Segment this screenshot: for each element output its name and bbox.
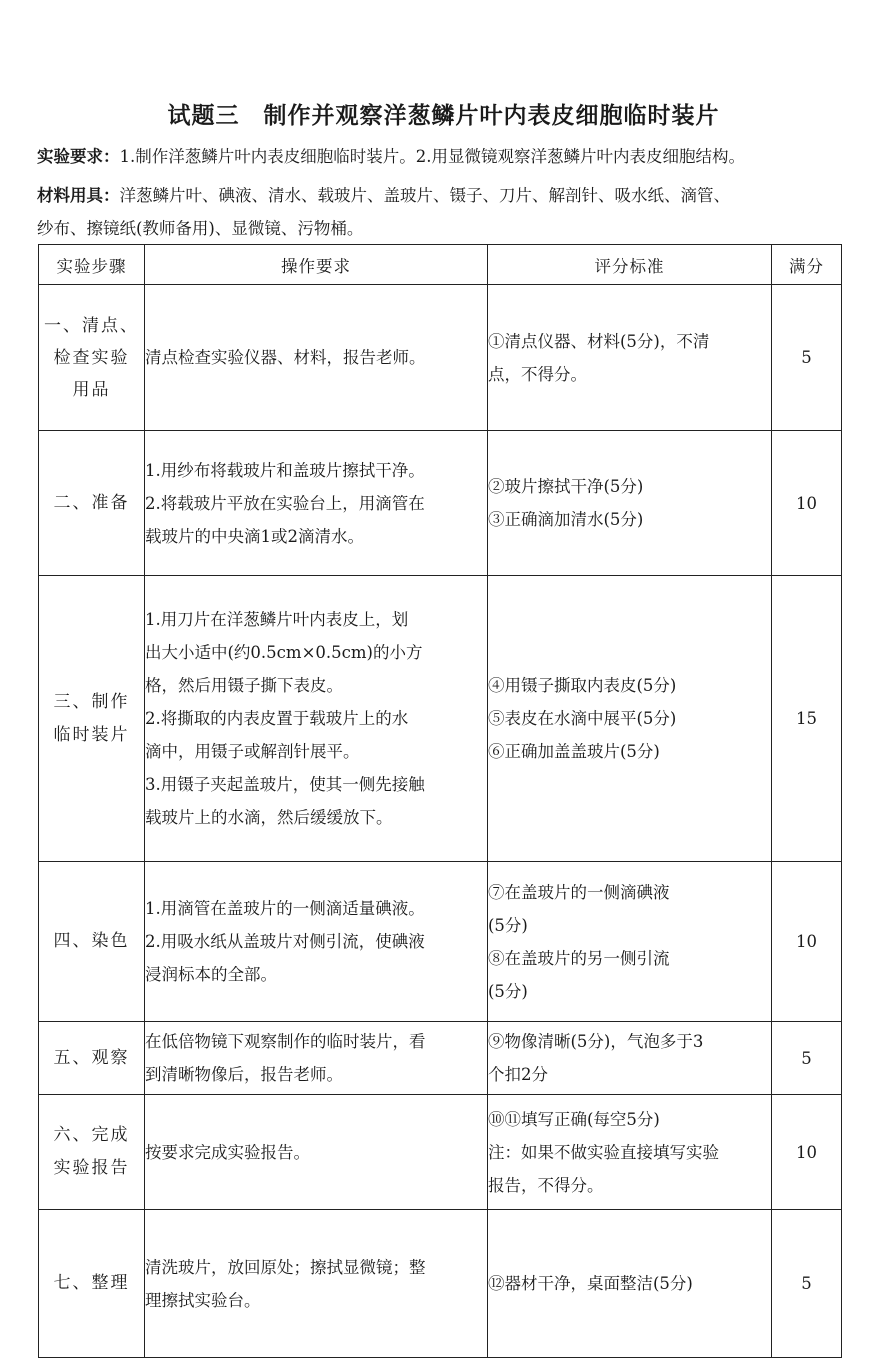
criteria-line: ⑨物像清晰(5分)，气泡多于3 — [488, 1032, 704, 1051]
experiment-requirements — [37, 142, 867, 171]
step-line: 一、清点、 — [44, 315, 139, 336]
requirements-text: 1.制作洋葱鳞片叶内表皮细胞临时装片。2.用显微镜观察洋葱鳞片叶内表皮细胞结构。 — [119, 147, 745, 166]
criteria-cell — [488, 1210, 772, 1358]
operation-cell — [145, 862, 488, 1022]
table-row — [39, 862, 842, 1022]
header-full-score: 满分 — [772, 245, 842, 285]
table-row — [39, 1210, 842, 1358]
step-line: 六、完成 — [53, 1125, 130, 1145]
operation-line: 到清晰物像后，报告老师。 — [145, 1065, 343, 1084]
header-operation: 操作要求 — [145, 245, 488, 285]
step-line: 三、制作 — [53, 691, 130, 712]
operation-line: 在低倍物镜下观察制作的临时装片，看 — [145, 1032, 426, 1051]
page-title: 试题三 制作并观察洋葱鳞片叶内表皮细胞临时装片 — [167, 103, 720, 129]
step-line: 七、整理 — [53, 1273, 130, 1293]
table-row — [39, 1022, 842, 1095]
score-cell: 15 — [772, 576, 842, 862]
criteria-line: 点，不得分。 — [488, 364, 587, 384]
operation-cell — [145, 431, 488, 576]
step-cell — [39, 1095, 145, 1210]
table-row — [39, 431, 842, 576]
step-cell — [39, 576, 145, 862]
operation-line: 理擦拭实验台。 — [145, 1290, 261, 1310]
operation-line: 清点检查实验仪器、材料，报告老师。 — [145, 348, 426, 367]
operation-line: 滴中，用镊子或解剖针展平。 — [145, 742, 360, 761]
criteria-cell — [488, 285, 772, 431]
operation-line: 1.用滴管在盖玻片的一侧滴适量碘液。 — [145, 899, 425, 918]
score-cell: 10 — [772, 862, 842, 1022]
step-line: 检查实验 — [53, 347, 130, 368]
criteria-line: (5分) — [488, 981, 528, 1001]
step-cell — [39, 862, 145, 1022]
criteria-cell — [488, 1022, 772, 1095]
operation-line: 浸润标本的全部。 — [145, 965, 277, 984]
operation-cell — [145, 285, 488, 431]
scoring-table — [38, 244, 842, 1358]
operation-line: 1.用纱布将载玻片和盖玻片擦拭干净。 — [145, 460, 425, 480]
operation-line: 按要求完成实验报告。 — [145, 1142, 310, 1162]
score-cell: 10 — [772, 431, 842, 576]
operation-line: 1.用刀片在洋葱鳞片叶内表皮上，划 — [145, 610, 409, 629]
criteria-line: ⑥正确加盖盖玻片(5分) — [488, 742, 660, 761]
materials-line-2: 纱布、擦镜纸(教师备用)、显微镜、污物桶。 — [37, 219, 364, 238]
table-row — [39, 576, 842, 862]
operation-line: 清洗玻片，放回原处；擦拭显微镜；整 — [145, 1257, 426, 1277]
header-criteria: 评分标准 — [488, 245, 772, 285]
operation-line: 3.用镊子夹起盖玻片，使其一侧先接触 — [145, 775, 425, 794]
header-step: 实验步骤 — [39, 245, 145, 285]
step-cell — [39, 431, 145, 576]
step-line: 二、准备 — [53, 492, 130, 513]
table-header-row — [39, 245, 842, 285]
step-cell — [39, 1022, 145, 1095]
criteria-line: ②玻片擦拭干净(5分) — [488, 477, 644, 496]
step-line: 实验报告 — [53, 1158, 130, 1178]
table-row — [39, 285, 842, 431]
step-cell — [39, 1210, 145, 1358]
criteria-line: 个扣2分 — [488, 1065, 548, 1084]
step-line: 四、染色 — [53, 931, 130, 951]
criteria-line: ⑧在盖玻片的另一侧引流 — [488, 948, 670, 968]
criteria-cell — [488, 862, 772, 1022]
criteria-cell — [488, 431, 772, 576]
criteria-line: (5分) — [488, 915, 528, 935]
requirements-label: 实验要求： — [37, 147, 120, 166]
score-cell: 5 — [772, 1022, 842, 1095]
criteria-line: 报告，不得分。 — [488, 1175, 604, 1195]
criteria-line: ④用镊子撕取内表皮(5分) — [488, 676, 677, 695]
step-line: 临时装片 — [53, 724, 130, 745]
operation-cell — [145, 1022, 488, 1095]
operation-line: 载玻片上的水滴，然后缓缓放下。 — [145, 808, 393, 827]
operation-cell — [145, 576, 488, 862]
criteria-line: ⑫器材干净，桌面整洁(5分) — [488, 1274, 693, 1293]
materials-text-1: 洋葱鳞片叶、碘液、清水、载玻片、盖玻片、镊子、刀片、解剖针、吸水纸、滴管、 — [119, 186, 730, 205]
score-cell: 5 — [772, 285, 842, 431]
criteria-cell — [488, 1095, 772, 1210]
criteria-line: ⑦在盖玻片的一侧滴碘液 — [488, 882, 670, 902]
operation-line: 2.将载玻片平放在实验台上，用滴管在 — [145, 493, 425, 513]
step-cell — [39, 285, 145, 431]
operation-line: 2.用吸水纸从盖玻片对侧引流，使碘液 — [145, 932, 425, 951]
criteria-line: ①清点仪器、材料(5分)，不清 — [488, 331, 710, 351]
criteria-line: 注：如果不做实验直接填写实验 — [488, 1142, 719, 1162]
operation-line: 格，然后用镊子撕下表皮。 — [145, 676, 343, 695]
step-line: 用品 — [72, 379, 111, 400]
operation-line: 出大小适中(约0.5cm×0.5cm)的小方 — [145, 643, 423, 662]
score-cell: 5 — [772, 1210, 842, 1358]
operation-cell — [145, 1210, 488, 1358]
score-cell: 10 — [772, 1095, 842, 1210]
criteria-line: ③正确滴加清水(5分) — [488, 510, 644, 529]
operation-line: 2.将撕取的内表皮置于载玻片上的水 — [145, 709, 409, 728]
operation-line: 载玻片的中央滴1或2滴清水。 — [145, 526, 364, 546]
criteria-line: ⑤表皮在水滴中展平(5分) — [488, 709, 677, 728]
step-line: 五、观察 — [53, 1047, 130, 1068]
materials-label: 材料用具： — [37, 186, 120, 205]
table-row — [39, 1095, 842, 1210]
materials-line-1 — [37, 181, 867, 210]
criteria-line: ⑩⑪填写正确(每空5分) — [488, 1109, 660, 1129]
criteria-cell — [488, 576, 772, 862]
operation-cell — [145, 1095, 488, 1210]
